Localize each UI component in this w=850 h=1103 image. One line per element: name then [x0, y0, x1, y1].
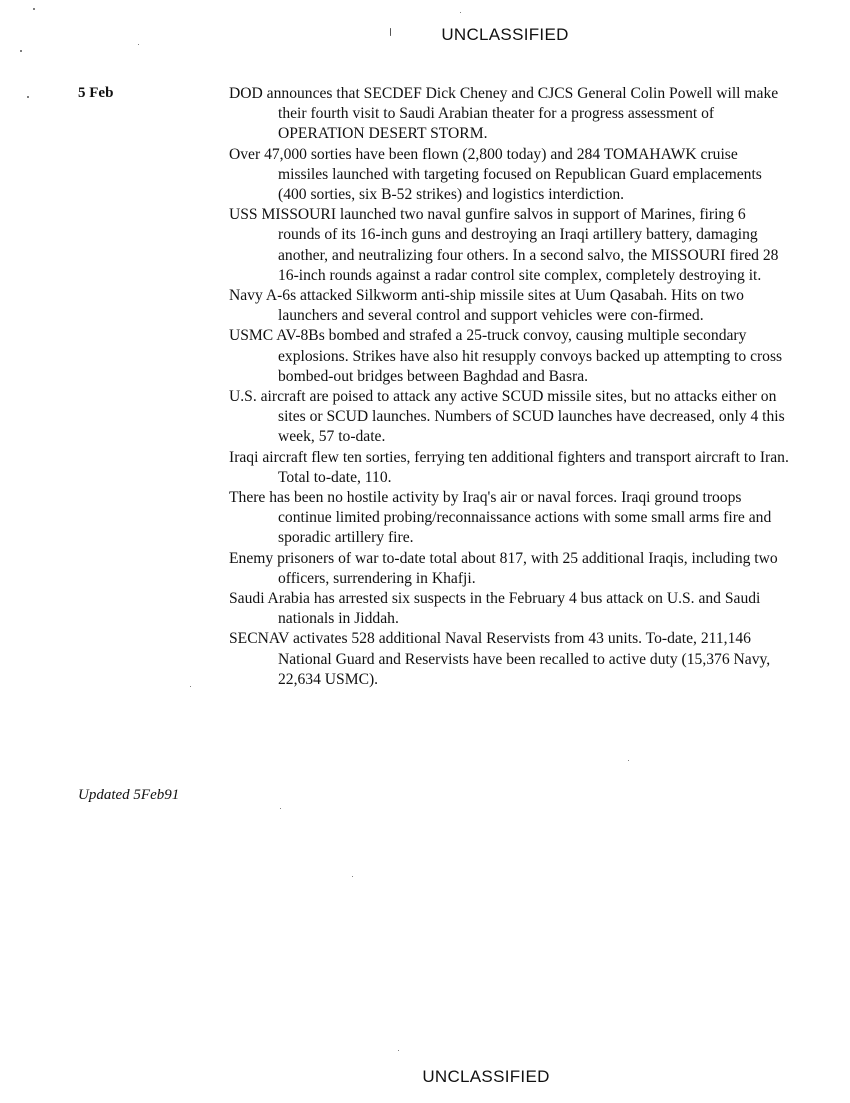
scan-speck: [352, 876, 353, 877]
entry-usmc-av8b-convoy: USMC AV-8Bs bombed and strafed a 25-truck convoy, causing multiple secondary explosions. Strikes have also hit resupply convoys backed up attempting to cross bombed-out bridges between Baghdad and Basra.: [229, 327, 783, 385]
date-label: 5 Feb: [78, 85, 114, 101]
entry-uss-missouri: USS MISSOURI launched two naval gunfire salvos in support of Marines, firing 6 rounds of its 16-inch guns and destroying an Iraqi artillery battery, damaging another, and neutralizing four others. In a second salvo, the MISSOURI fired 28 16-inch rounds against a radar control site complex, completely destroying it.: [229, 206, 779, 284]
header-classification-marking: UNCLASSIFIED: [441, 25, 569, 44]
entry-sorties-tomahawk: Over 47,000 sorties have been flown (2,800 today) and 284 TOMAHAWK cruise missiles launched with targeting focused on Republican Guard emplacements (400 sorties, six B-52 strikes) and logistics interdiction.: [229, 145, 762, 204]
scan-speck: [190, 686, 191, 687]
entry-iraqi-aircraft-iran: Iraqi aircraft flew ten sorties, ferrying ten additional fighters and transport aircraft to Iran. Total to-date, 110.: [229, 448, 789, 486]
scan-speck: [27, 96, 29, 98]
scan-speck: [138, 44, 139, 45]
entry-no-hostile-activity: There has been no hostile activity by Iraq's air or naval forces. Iraqi ground troops continue limited probing/reconnaissance actions with some small arms fire and sporadic artillery fire.: [229, 489, 772, 547]
entry-enemy-prisoners: Enemy prisoners of war to-date total about 817, with 25 additional Iraqis, including two officers, surrendering in Khafji.: [229, 549, 778, 587]
entry-navy-a6-silkworm: Navy A-6s attacked Silkworm anti-ship missile sites at Uum Qasabah. Hits on two launchers and several control and support vehicles were con-firmed.: [229, 287, 744, 325]
entry-saudi-arrests: Saudi Arabia has arrested six suspects in the February 4 bus attack on U.S. and Saudi nationals in Jiddah.: [229, 590, 761, 628]
entry-secnav-reservists: SECNAV activates 528 additional Naval Reservists from 43 units. To-date, 211,146 National Guard and Reservists have been recalled to active duty (15,376 Navy, 22,634 USMC).: [229, 630, 771, 688]
scan-speck: [20, 50, 22, 52]
scan-speck: [460, 12, 461, 13]
chronology-entries: [229, 84, 789, 690]
scan-speck: [628, 760, 629, 761]
scan-speck: [390, 28, 391, 36]
entry-scud-sites: U.S. aircraft are poised to attack any active SCUD missile sites, but no attacks either on sites or SCUD launches. Numbers of SCUD launches have decreased, only 4 this week, 57 to-date.: [229, 388, 785, 446]
entry-cheney-powell-visit: DOD announces that SECDEF Dick Cheney and CJCS General Colin Powell will make their fourth visit to Saudi Arabian theater for a progress assessment of OPERATION DESERT STORM.: [229, 85, 779, 143]
scan-speck: [280, 808, 281, 809]
updated-date-note: Updated 5Feb91: [78, 787, 180, 803]
scan-speck: [398, 1050, 399, 1051]
scan-speck: [33, 8, 35, 10]
footer-classification-marking: UNCLASSIFIED: [422, 1067, 550, 1086]
